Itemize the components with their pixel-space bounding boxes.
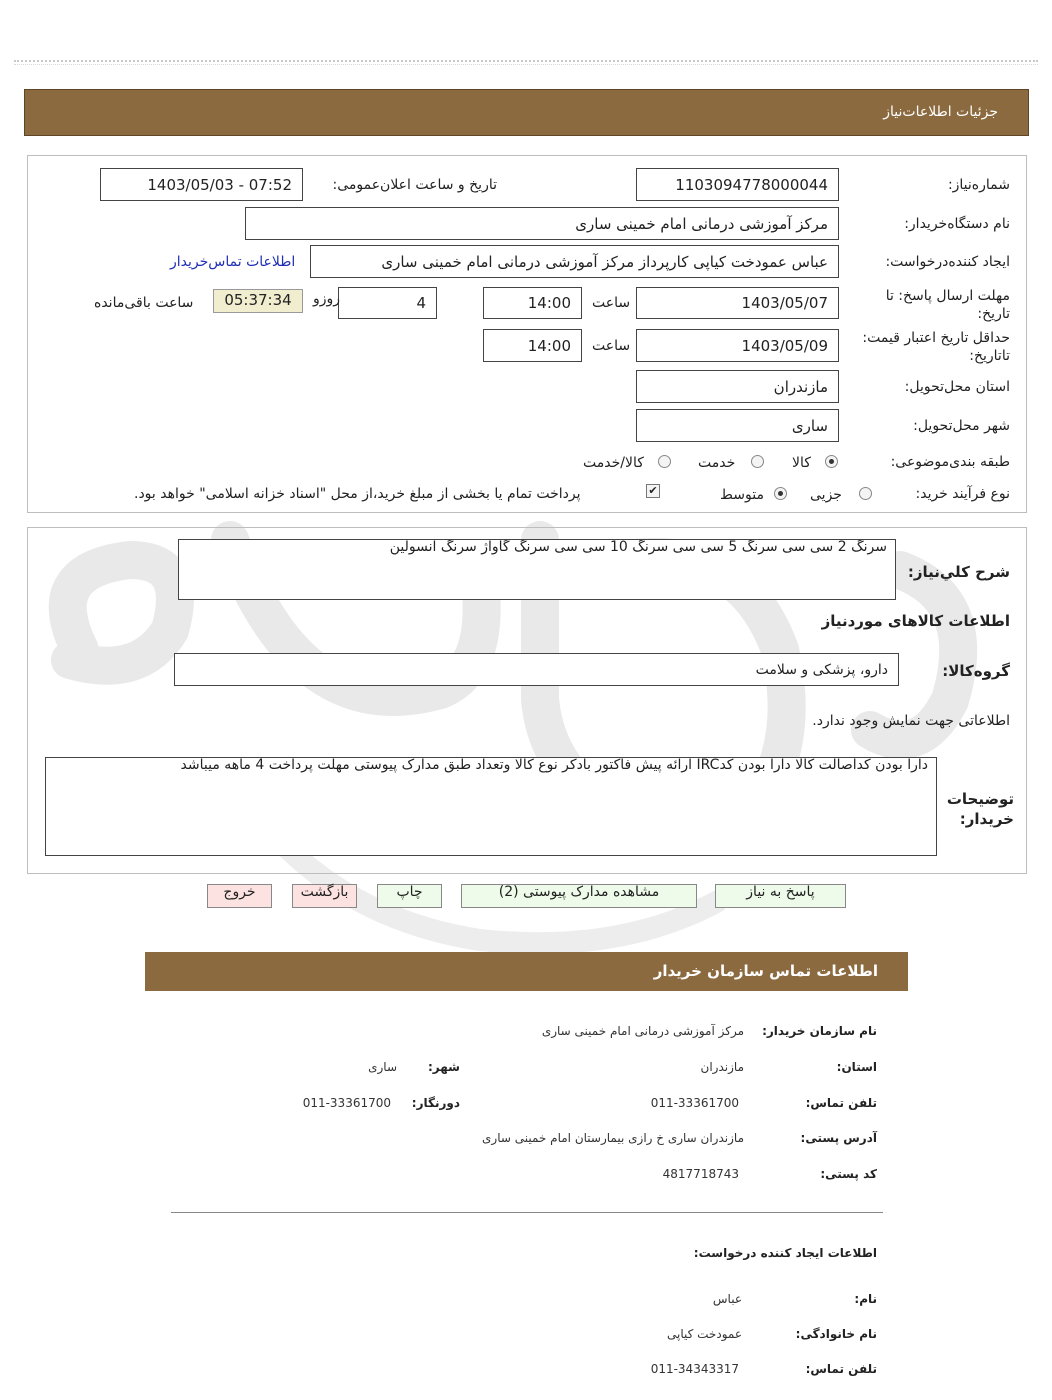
attachments-button[interactable]: مشاهده مدارک پیوستی (2): [461, 884, 697, 908]
buyer-notes-label: توضیحات خریدار:: [946, 790, 1014, 828]
deadline-time-field: 14:00: [483, 287, 582, 319]
buyer-notes-textarea[interactable]: دارا بودن کداصالت کالا دارا بودن کدIRC ارائه پیش فاکتور بادکر نوع کالا وتعداد طبق مدارک پیوستی مهلت پرداخت 4 ماهه میباشد: [45, 757, 937, 856]
contact-header: [145, 952, 908, 991]
category-option-goods: کالا: [792, 455, 811, 471]
city-label: شهر محل‌تحویل:: [913, 418, 1010, 434]
days-remaining-field: 4: [338, 287, 437, 319]
validity-time-field: 14:00: [483, 329, 582, 362]
creator-family-value: عمودخت کیاپی: [667, 1327, 742, 1341]
contact-city-label: شهر:: [428, 1060, 460, 1074]
contact-province-label: استان:: [836, 1060, 877, 1074]
summary-textarea[interactable]: سرنگ 2 سی سی سرنگ 5 سی سی سرنگ 10 سی سی سرنگ گاواژ سرنگ انسولین: [178, 539, 896, 600]
city-field: ساری: [636, 409, 839, 442]
need-number-field: 1103094778000044: [636, 168, 839, 201]
creator-name-label: نام:: [854, 1292, 877, 1306]
need-number-label: شماره‌نیاز:: [947, 177, 1010, 193]
process-radio-minor[interactable]: [859, 487, 872, 500]
countdown-timer: 05:37:34: [213, 289, 303, 313]
creator-field: عباس عمودخت کیاپی کارپرداز مرکز آموزشی درمانی امام خمینی ساری: [310, 245, 839, 278]
buyer-contact-link[interactable]: اطلاعات تماس‌خریدار: [170, 254, 296, 270]
contact-org-value: مرکز آموزشی درمانی امام خمینی ساری: [541, 1024, 744, 1038]
category-option-goods-service: کالا/خدمت: [583, 455, 644, 471]
top-divider-secondary: [14, 64, 1038, 65]
creator-family-label: نام خانوادگی:: [795, 1327, 877, 1341]
details-header: [24, 89, 1029, 136]
process-option-minor: جزیی: [810, 487, 842, 503]
creator-phone-label: تلفن تماس:: [805, 1362, 877, 1376]
treasury-payment-note: پرداخت تمام یا بخشی از مبلغ خرید،از محل "اسناد خزانه اسلامی" خواهد بود.: [134, 486, 581, 502]
validity-label: حداقل تاریخ اعتبار قیمت: تاتاریخ:: [862, 330, 1010, 364]
exit-button[interactable]: خروج: [207, 884, 272, 908]
contact-province-value: مازندران: [700, 1060, 744, 1074]
buyer-org-label: نام دستگاه‌خریدار:: [904, 216, 1010, 232]
contact-phone-label: تلفن تماس:: [805, 1096, 877, 1110]
contact-phone-value: 011-33361700: [650, 1096, 739, 1110]
creator-phone-value: 011-34343317: [650, 1362, 739, 1376]
contact-city-value: ساری: [368, 1060, 397, 1074]
contact-postal-label: کد پستی:: [820, 1167, 877, 1181]
validity-time-label: ساعت: [592, 338, 631, 354]
validity-date-field: 1403/05/09: [636, 329, 839, 362]
category-radio-service[interactable]: [751, 455, 764, 468]
category-radio-goods[interactable]: [825, 455, 838, 468]
reply-button[interactable]: پاسخ به نیاز: [715, 884, 846, 908]
deadline-label: مهلت ارسال پاسخ: تا تاریخ:: [885, 288, 1010, 322]
print-button[interactable]: چاپ: [377, 884, 442, 908]
category-label: طبقه بندی‌موضوعی:: [890, 454, 1010, 470]
days-label: روزو: [313, 291, 341, 307]
contact-divider: [171, 1212, 883, 1213]
province-field: مازندران: [636, 370, 839, 403]
process-radio-medium[interactable]: [774, 487, 787, 500]
contact-postal-value: 4817718743: [662, 1167, 739, 1181]
remaining-label: ساعت باقی‌مانده: [94, 295, 194, 311]
goods-group-label: گروه‌کالا:: [942, 662, 1010, 680]
contact-address-value: مازندران ساری خ رازی بیمارستان امام خمینی ساری: [482, 1131, 744, 1145]
contact-fax-label: دورنگار:: [411, 1096, 460, 1110]
province-label: استان محل‌تحویل:: [904, 379, 1010, 395]
creator-name-value: عباس: [712, 1292, 742, 1306]
back-button[interactable]: بازگشت: [292, 884, 357, 908]
category-radio-goods-service[interactable]: [658, 455, 671, 468]
buyer-org-field: مرکز آموزشی درمانی امام خمینی ساری: [245, 207, 839, 240]
deadline-date-field: 1403/05/07: [636, 287, 839, 319]
contact-address-label: آدرس پستی:: [800, 1131, 877, 1145]
category-option-service: خدمت: [698, 455, 736, 471]
goods-info-title: اطلاعات کالاهای موردنیاز: [821, 612, 1010, 630]
announce-label: تاریخ و ساعت اعلان‌عمومی:: [332, 177, 497, 193]
process-option-medium: متوسط: [720, 487, 764, 503]
treasury-payment-checkbox[interactable]: ✔: [646, 484, 660, 498]
contact-fax-value: 011-33361700: [302, 1096, 391, 1110]
contact-org-label: نام سازمان خریدار:: [762, 1024, 877, 1038]
details-title: جزئیات اطلاعات‌نیاز: [883, 104, 998, 120]
creator-label: ایجاد کننده‌درخواست:: [885, 254, 1010, 270]
creator-info-title: اطلاعات ایجاد کننده درخواست:: [693, 1246, 877, 1260]
announce-date-field: 1403/05/03 - 07:52: [100, 168, 303, 201]
process-label: نوع فرآیند خرید:: [915, 486, 1010, 502]
contact-title: اطلاعات تماس سازمان خریدار: [653, 962, 878, 980]
no-info-text: اطلاعاتی جهت نمایش وجود ندارد.: [812, 713, 1010, 729]
deadline-time-label: ساعت: [592, 295, 631, 311]
top-divider: [14, 60, 1038, 62]
goods-group-field: دارو، پزشکی و سلامت: [174, 653, 899, 686]
summary-label: شرح کلي‌نیاز:: [907, 563, 1010, 581]
